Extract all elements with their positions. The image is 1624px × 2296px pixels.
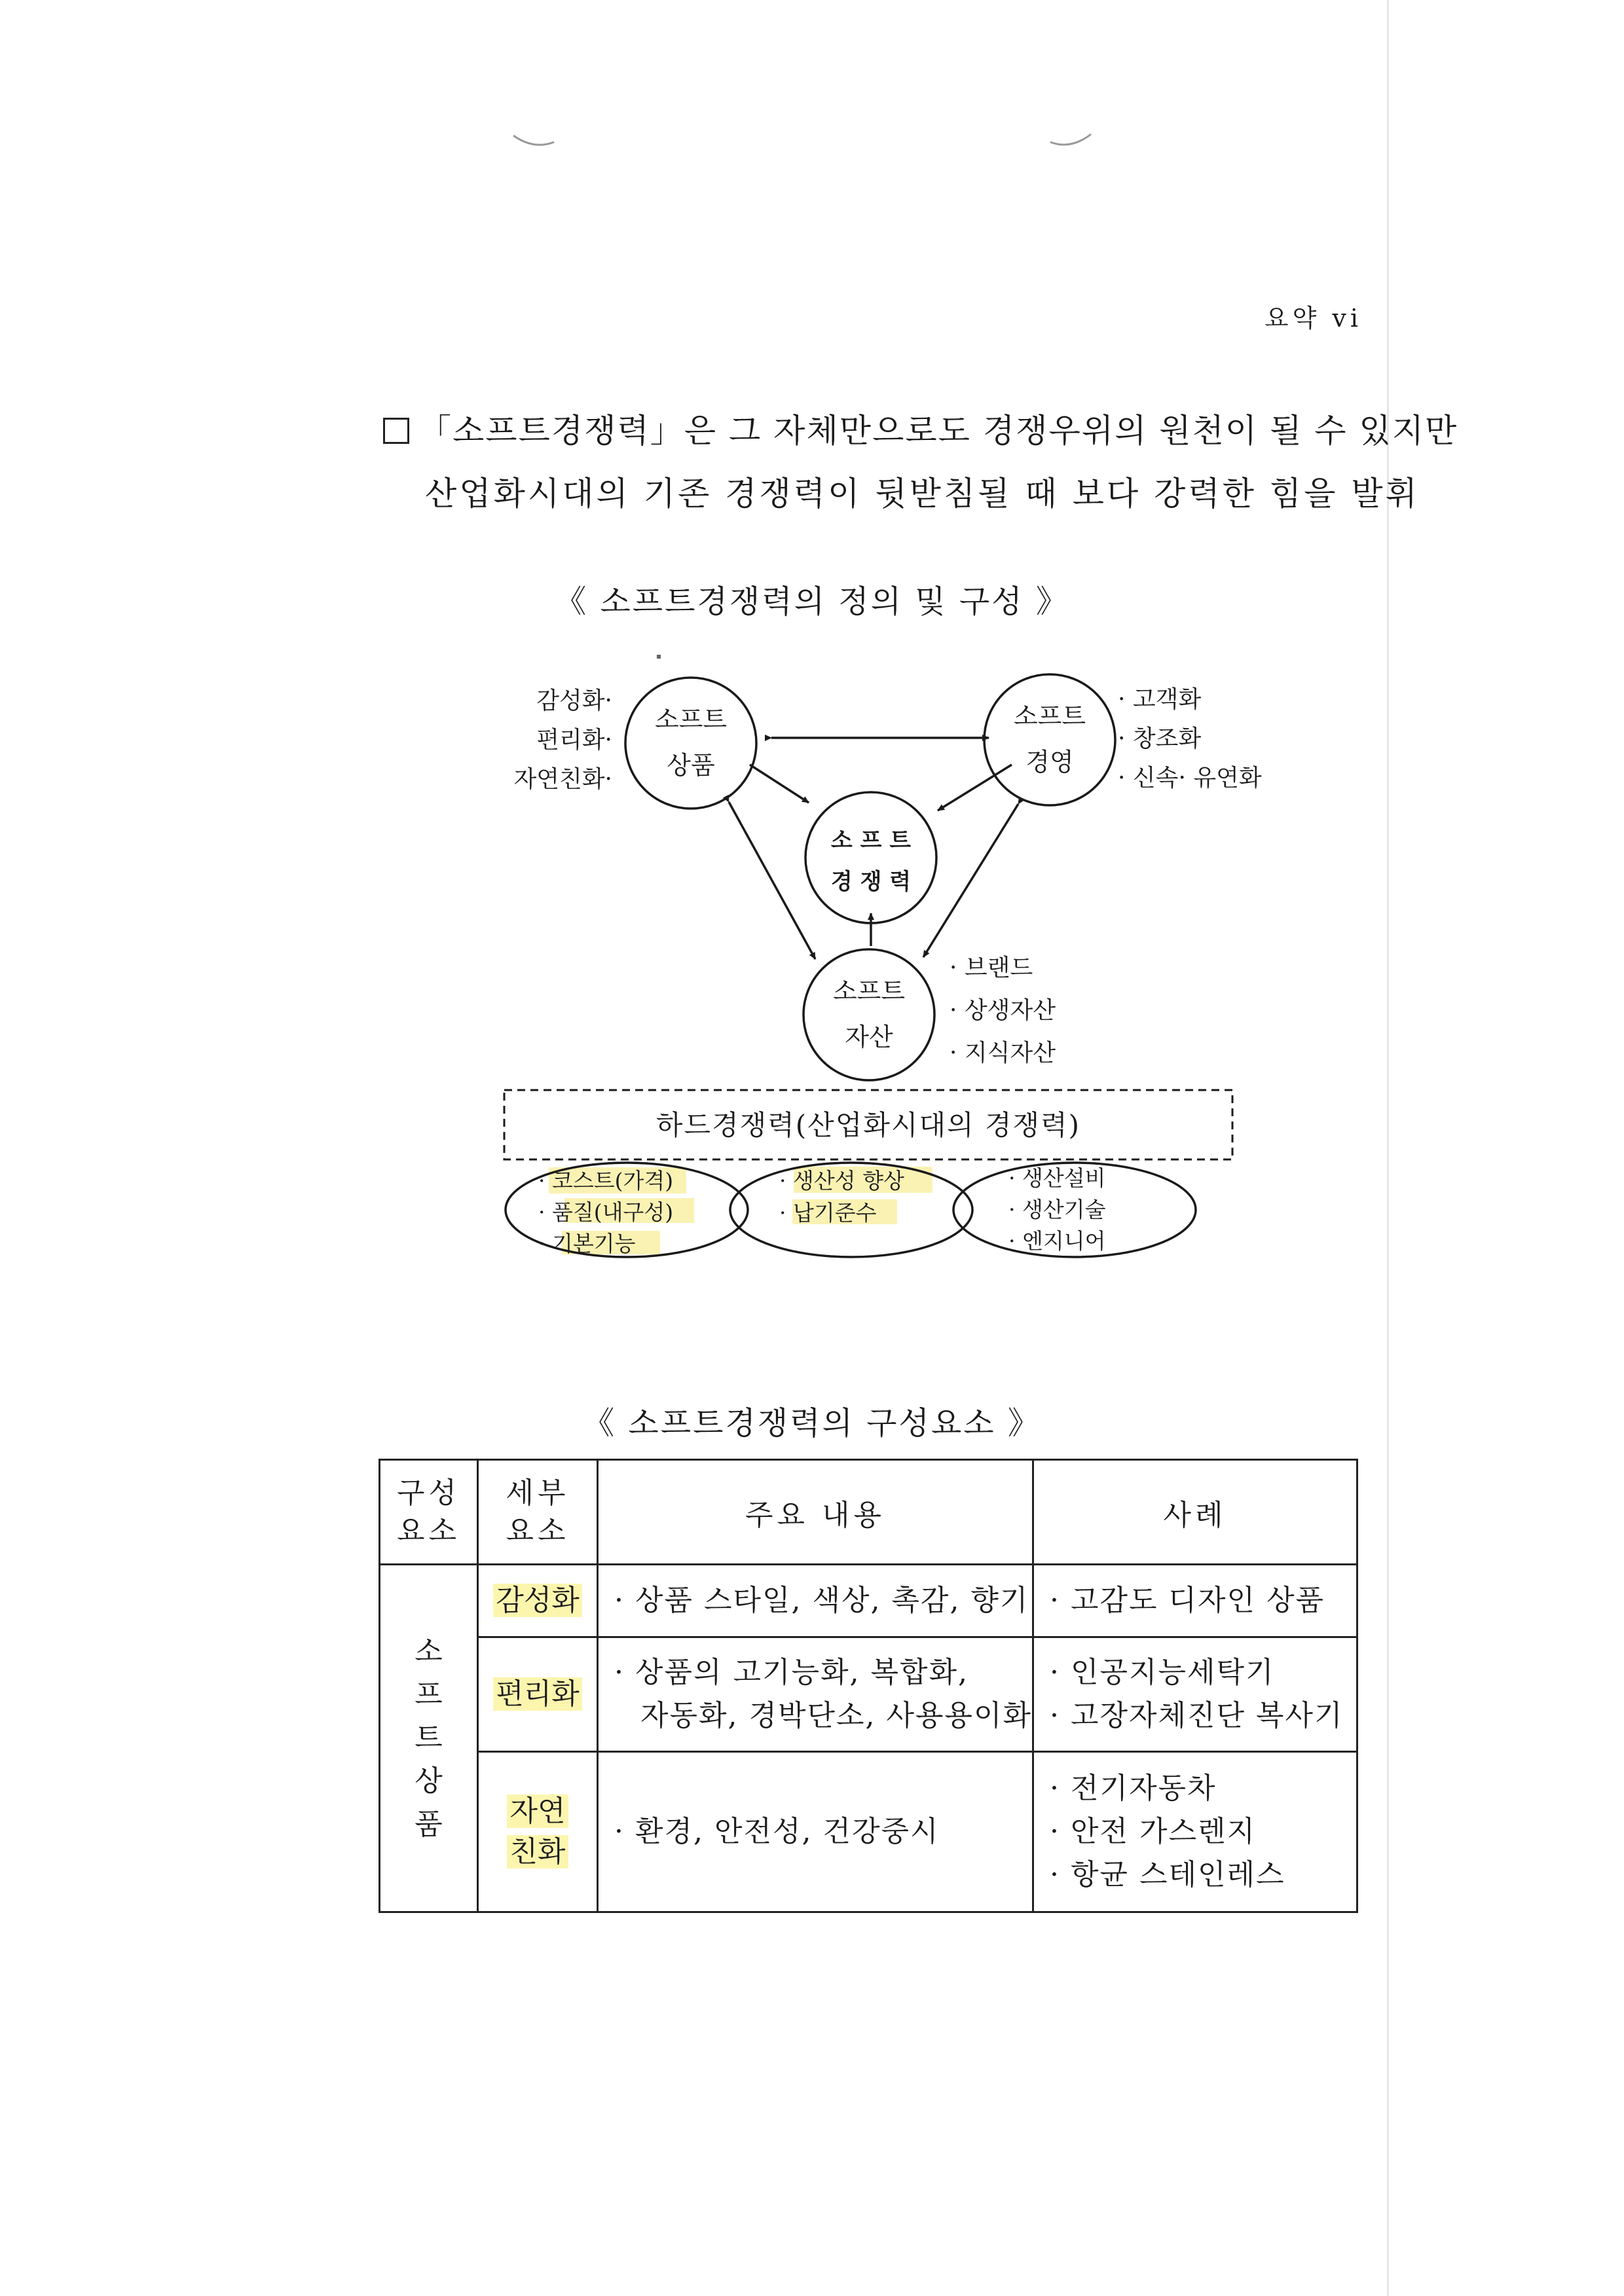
component-soft-product: 소 프 트 상 품: [380, 1565, 478, 1912]
hard-group-3-item-1: · 생산설비: [1008, 1165, 1106, 1191]
header-sub-element: 세부 요소: [478, 1460, 598, 1565]
circle-soft-product: [625, 678, 756, 809]
management-label-1: 소프트: [1013, 702, 1086, 731]
circle-soft-asset: [803, 949, 934, 1080]
summary-text-1: 「소프트경쟁력」은 그 자체만으로도 경쟁우위의 원천이 될 수 있지만: [418, 412, 1458, 450]
hard-group-1-item-3: · 기본기능: [538, 1231, 636, 1256]
product-label-2: 상품: [667, 751, 715, 780]
table-header-row: [380, 1460, 1357, 1565]
page-number: 요약 vi: [1264, 304, 1362, 333]
case-cell: · 인공지능세탁기 · 고장자체진단 복사기: [1033, 1637, 1357, 1752]
product-label-1: 소프트: [654, 705, 728, 734]
management-note-2: · 창조화: [1118, 725, 1202, 752]
management-label-2: 경영: [1025, 748, 1074, 776]
table-title: 《 소프트경쟁력의 구성요소 》: [583, 1405, 1041, 1442]
main-content-cell: · 상품의 고기능화, 복합화, 자동화, 경박단소, 사용용이화: [598, 1637, 1033, 1752]
asset-note-3: · 지식자산: [950, 1040, 1056, 1066]
sub-element-label: 자연: [507, 1795, 568, 1828]
management-note-1: · 고객화: [1118, 686, 1202, 713]
circle-soft-management: [984, 674, 1115, 805]
components-table-wrapper: [378, 1459, 1358, 1913]
header-component: 구성 요소: [380, 1460, 478, 1565]
hard-group-1-item-2: · 품질(내구성): [538, 1199, 674, 1225]
sub-element-label: 편리화: [493, 1677, 582, 1711]
management-note-3: · 신속· 유연화: [1118, 765, 1262, 792]
circle-soft-competitiveness: [805, 792, 936, 923]
product-note-3: 자연친화·: [513, 766, 612, 793]
header-case: 사례: [1033, 1460, 1357, 1565]
table-row: [380, 1565, 1357, 1637]
header-main-content: 주요 내용: [598, 1460, 1033, 1565]
product-note-1: 감성화·: [536, 687, 612, 714]
asset-label-1: 소프트: [832, 977, 906, 1006]
main-content-cell: · 상품 스타일, 색상, 촉감, 향기: [598, 1565, 1033, 1637]
arrow-management-center: [938, 765, 1012, 811]
table-row: [380, 1637, 1357, 1752]
arrow-management-asset: [923, 804, 1018, 957]
hard-group-1-item-1: · 코스트(가격): [538, 1168, 674, 1194]
center-label-1: 소 프 트: [830, 828, 912, 854]
sub-element-label: 감성화: [493, 1584, 582, 1617]
sub-element-cell: [478, 1752, 598, 1912]
asset-note-2: · 상생자산: [950, 997, 1056, 1024]
center-label-2: 경 쟁 력: [830, 869, 912, 895]
hard-group-3-item-3: · 엔지니어: [1008, 1228, 1106, 1254]
case-cell: · 전기자동차 · 안전 가스렌지 · 항균 스테인레스: [1033, 1752, 1357, 1912]
hard-group-2-item-1: · 생산성 향상: [779, 1168, 904, 1194]
summary-line-2: 산업화시대의 기존 경쟁력이 뒷받침될 때 보다 강력한 힘을 발휘: [425, 475, 1420, 513]
arrow-product-center: [750, 765, 809, 803]
product-note-2: 편리화·: [536, 727, 612, 754]
case-cell: · 고감도 디자인 상품: [1033, 1565, 1357, 1637]
sub-element-cell: [478, 1637, 598, 1752]
asset-label-2: 자산: [845, 1023, 893, 1051]
arrow-product-asset: [729, 802, 815, 959]
diagram-title: 《 소프트경쟁력의 정의 및 구성 》: [555, 583, 1069, 620]
asset-note-1: · 브랜드: [950, 955, 1033, 981]
hard-group-2-item-2: · 납기준수: [779, 1200, 877, 1226]
hard-competitiveness-label: 하드경쟁력(산업화시대의 경쟁력): [655, 1109, 1081, 1141]
dot-mark: [657, 655, 661, 659]
sub-element-cell: [478, 1565, 598, 1637]
table-row: [380, 1752, 1357, 1912]
main-content-cell: · 환경, 안전성, 건강중시: [598, 1752, 1033, 1912]
hard-group-3-item-2: · 생산기술: [1008, 1197, 1106, 1222]
sub-element-label: 친화: [507, 1835, 568, 1868]
components-table: [378, 1459, 1358, 1913]
